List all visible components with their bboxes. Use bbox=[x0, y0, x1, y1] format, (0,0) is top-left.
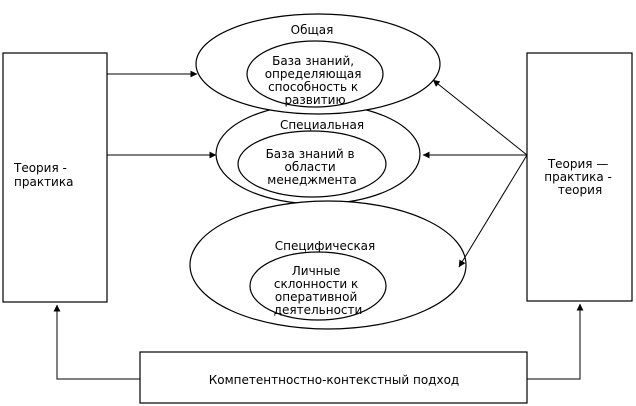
tier-special-title: Специальная bbox=[279, 118, 365, 132]
arrow-right-to-general bbox=[433, 80, 527, 155]
left-box-text bbox=[13, 161, 73, 189]
tier-general-title: Общая bbox=[290, 23, 334, 37]
right-box-line: практика - bbox=[544, 170, 612, 184]
right-box-line: Теория — bbox=[547, 157, 609, 171]
arrow-bottom-to-left bbox=[57, 305, 140, 379]
tier-special-inner-line: База знаний в bbox=[265, 147, 355, 161]
tier-specific-inner-line: Личные bbox=[291, 264, 341, 278]
bottom-box-label: Компетентностно-контекстный подход bbox=[208, 373, 460, 387]
right-box-line: теория bbox=[557, 183, 603, 197]
arrow-bottom-to-right bbox=[527, 304, 580, 379]
tier-general-inner-line: развитию bbox=[284, 93, 346, 107]
tier-specific-inner-line: деятельности bbox=[273, 303, 363, 317]
tier-special-inner-line: области bbox=[284, 160, 336, 174]
tier-special-inner-line: менеджмента bbox=[267, 173, 357, 187]
left-box-line: практика bbox=[14, 175, 74, 189]
tier-general-inner-line: определяющая bbox=[264, 67, 362, 81]
tier-general-inner-line: способность к bbox=[268, 80, 359, 94]
tier-specific-inner-line: оперативной bbox=[274, 290, 358, 304]
tier-specific-inner-line: склонности к bbox=[273, 277, 359, 291]
tier-specific-title: Специфическая bbox=[274, 239, 376, 253]
left-box-line: Теория - bbox=[14, 161, 67, 175]
tier-general-inner-line: База знаний, bbox=[272, 54, 355, 68]
arrow-right-to-specific bbox=[459, 155, 527, 267]
